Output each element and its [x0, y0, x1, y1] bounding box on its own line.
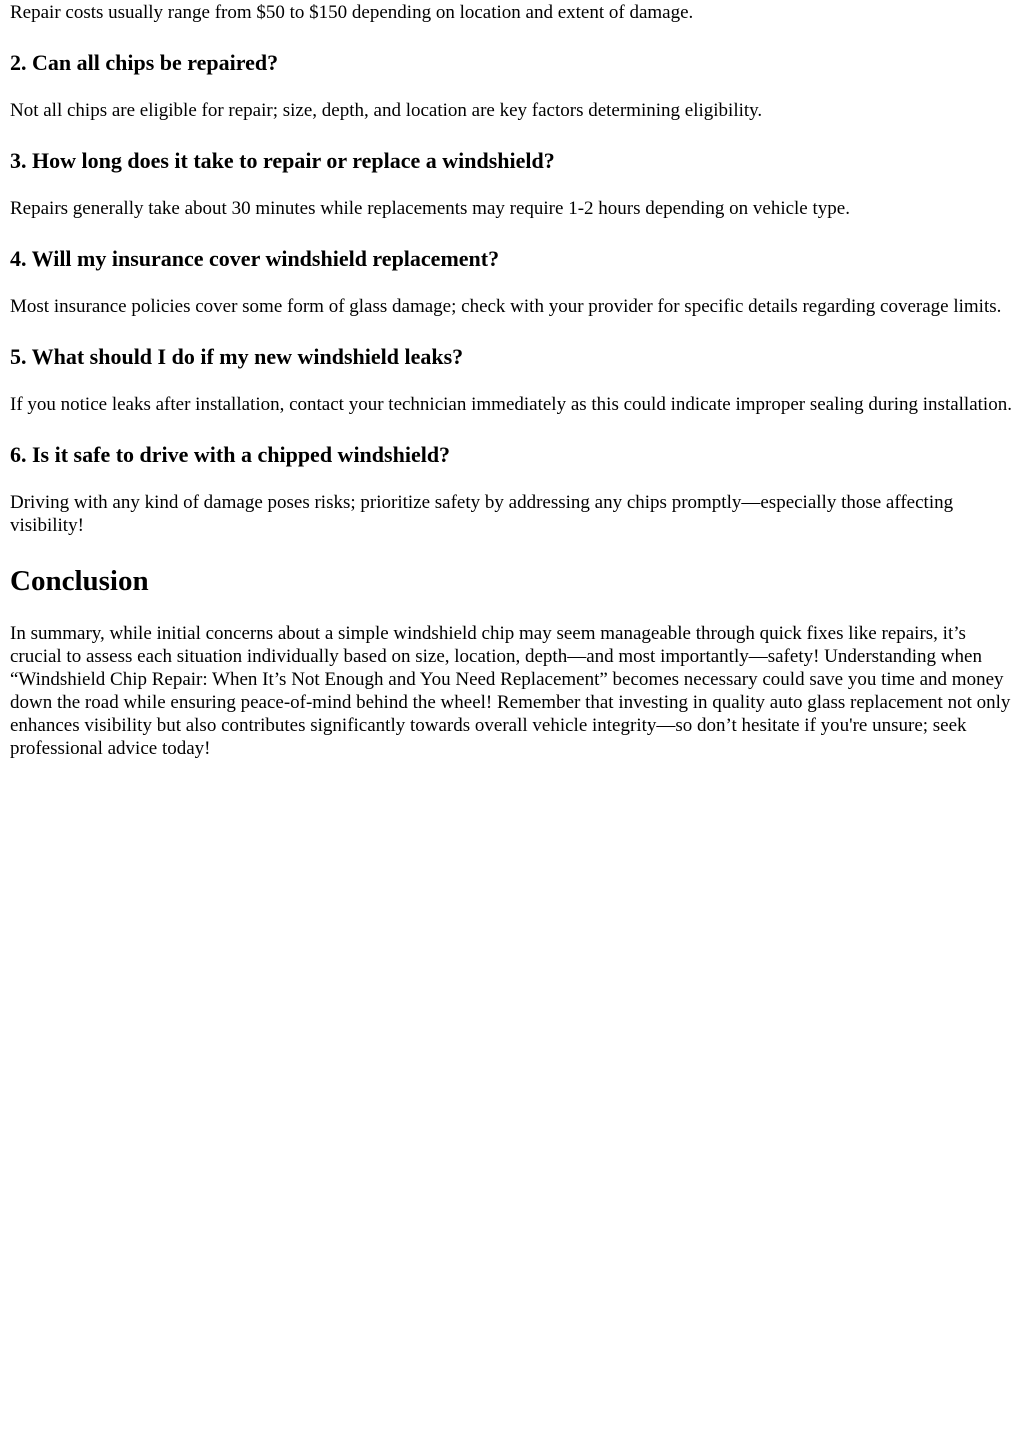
- faq-answer-4: Most insurance policies cover some form of glass damage; check with your provider for specific details regarding coverage limits.: [10, 296, 1002, 317]
- faq-question-5: 5. What should I do if my new windshield leaks?: [10, 344, 464, 369]
- faq-answer-5: If you notice leaks after installation, contact your technician immediately as this could indicate improper sealing during installation.: [10, 394, 1012, 415]
- article-content: [0, 1, 1024, 760]
- faq-question-4: 4. Will my insurance cover windshield replacement?: [10, 246, 500, 271]
- faq-answer-3: Repairs generally take about 30 minutes while replacements may require 1-2 hours depending on vehicle type.: [10, 198, 850, 219]
- faq-question-6: 6. Is it safe to drive with a chipped windshield?: [10, 442, 451, 467]
- faq-answer-1: Repair costs usually range from $50 to $150 depending on location and extent of damage.: [10, 2, 694, 23]
- faq-question-2: 2. Can all chips be repaired?: [10, 50, 279, 75]
- conclusion-paragraph: In summary, while initial concerns about a simple windshield chip may seem manageable through quick fixes like repairs, it’s crucial to assess each situation individually based on size, location, depth—and most importantly—safety! Understanding when “Windshield Chip Repair: When It’s Not Enough and You Need Replacement” becomes necessary could save you time and money down the road while ensuring peace-of-mind behind the wheel! Remember that investing in quality auto glass replacement not only enhances visibility but also contributes significantly towards overall vehicle integrity—so don’t hesitate if you're unsure; seek professional advice today!: [10, 623, 1011, 759]
- faq-question-3: 3. How long does it take to repair or replace a windshield?: [10, 148, 555, 173]
- faq-answer-6: Driving with any kind of damage poses risks; prioritize safety by addressing any chips promptly—especially those affecting visibility!: [10, 492, 954, 536]
- faq-answer-2: Not all chips are eligible for repair; size, depth, and location are key factors determining eligibility.: [10, 100, 763, 121]
- conclusion-heading: Conclusion: [10, 565, 149, 597]
